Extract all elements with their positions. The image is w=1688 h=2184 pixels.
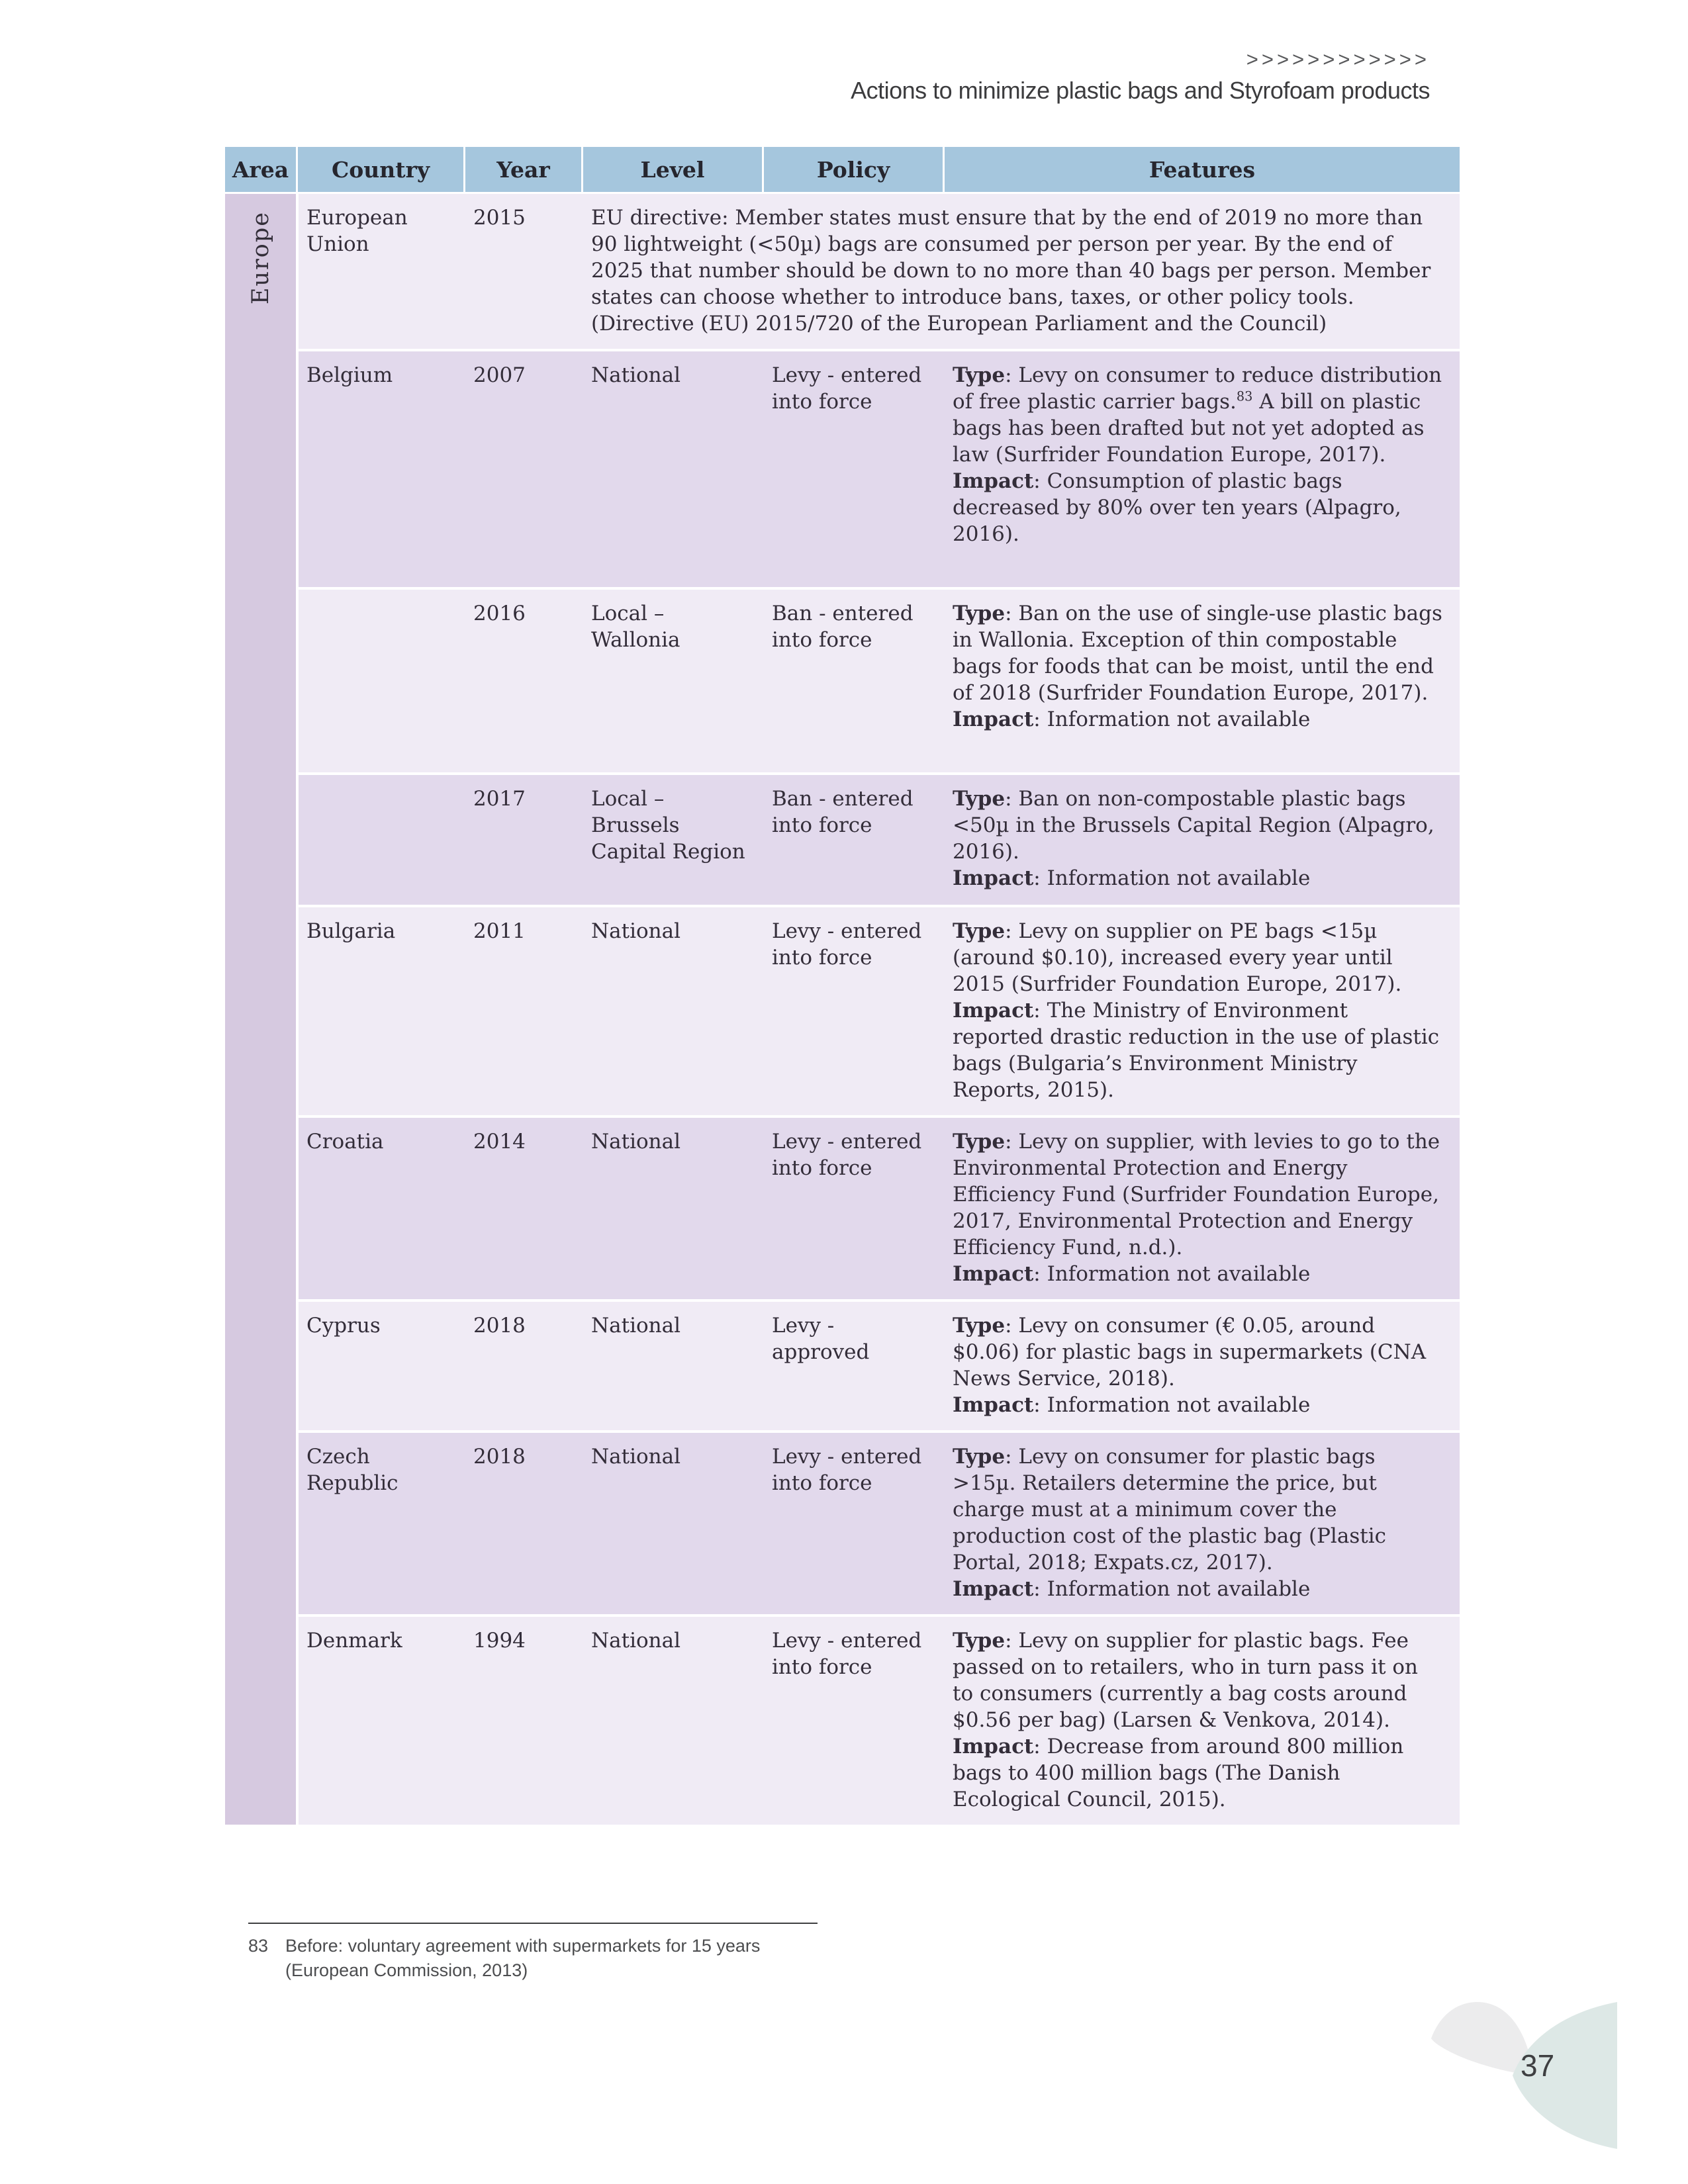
feature-text: : Decrease from around 800 million bags to 400 million bags (The Danish Ecological Council, 2015). [953,1735,1404,1811]
header-country: Country [298,147,463,192]
corner-leaf-decoration [1410,1985,1688,2184]
feature-text: : Ban on non-compostable plastic bags <50µ in the Brussels Capital Region (Alpagro, 2016). [953,787,1434,864]
level-cell: National [591,1445,681,1469]
table-row [299,907,1460,1115]
policy-cell: Ban - entered into force [772,787,914,837]
year-cell: 2018 [473,1314,526,1338]
table-body [225,194,1460,1825]
footnote-number: 83 [248,1936,269,1956]
page-number: 37 [1521,2048,1555,2083]
footnote-reference: 83 [1236,388,1253,404]
level-cell: Local – Wallonia [591,602,680,652]
feature-segment [953,865,1442,891]
table-row [299,351,1460,587]
policy-cell: Levy - approved [772,1314,870,1364]
features-cell [945,362,1460,575]
features-cell [945,1128,1460,1287]
feature-segment [953,1443,1442,1576]
country-cell: Bulgaria [306,919,396,943]
feature-label: Impact [953,1262,1034,1286]
feature-label: Type [953,1130,1006,1154]
feature-text: : Information not available [1033,1393,1311,1417]
policy-cell: Levy - entered into force [772,1445,922,1495]
feature-label: Type [953,787,1006,811]
feature-label: Type [953,1314,1006,1338]
feature-text: A bill on plastic bags has been drafted but not yet adopted as law (Surfrider Foundation Europe, 2017). [953,390,1425,467]
feature-text: : Levy on supplier for plastic bags. Fee passed on to retailers, who in turn pass it on to consumers (currently a bag costs around $0.56 per bag) (Larsen & Venkova, 2014). [953,1629,1419,1732]
footnote-text: Before: voluntary agreement with supermarkets for 15 years (European Commission, 2013) [285,1936,761,1980]
feature-label: Type [953,1445,1006,1469]
feature-label: Impact [953,1393,1034,1417]
features-cell [945,786,1460,893]
table-row [299,775,1460,905]
feature-segment [953,468,1442,547]
level-cell: National [591,363,681,387]
header-area: Area [225,147,296,192]
country-cell [299,786,465,893]
area-group-cell [225,194,296,1825]
feature-label: Impact [953,469,1034,493]
feature-segment [953,706,1442,733]
feature-label: Type [953,363,1006,387]
feature-text: : Information not available [1033,866,1311,890]
country-cell: Czech Republic [306,1445,399,1495]
feature-segment [953,1392,1442,1418]
page-title: Actions to minimize plastic bags and Styrofoam products [851,77,1430,104]
level-cell: National [591,1130,681,1154]
header-year: Year [465,147,581,192]
feature-label: Type [953,1629,1006,1653]
header-policy: Policy [764,147,943,192]
feature-label: Impact [953,707,1034,731]
table-row [299,1302,1460,1430]
country-cell: Cyprus [306,1314,381,1338]
page-header [851,48,1430,105]
feature-segment [953,997,1442,1103]
country-cell: European Union [306,206,408,256]
country-cell: Croatia [306,1130,384,1154]
year-cell: 2011 [473,919,526,943]
policy-cell: Levy - entered into force [772,1130,922,1180]
table-row [299,1118,1460,1299]
features-cell [945,918,1460,1103]
feature-label: Type [953,602,1006,625]
feature-segment [953,1128,1442,1261]
header-level: Level [583,147,762,192]
feature-segment [953,1261,1442,1287]
feature-label: Impact [953,1577,1034,1601]
feature-segment [953,1733,1442,1813]
table-row [299,590,1460,772]
features-cell [945,1627,1460,1813]
features-cell [945,1312,1460,1418]
merged-directive-cell: EU directive: Member states must ensure that by the end of 2019 no more than 90 lightweight (<50µ) bags are consumed per person per year. By the end of 2025 that number should be down to no more than 40 bags per person. Member states can choose whether to introduce bans, taxes, or other policy tools. (Directive (EU) 2015/720 of the European Parliament and the Council) [591,206,1431,336]
feature-label: Impact [953,999,1034,1023]
feature-segment [953,1312,1442,1392]
features-cell [945,1443,1460,1602]
feature-text: : Information not available [1033,707,1311,731]
footnote-divider [248,1923,818,1924]
policy-cell: Levy - entered into force [772,1629,922,1679]
feature-text: : Levy on consumer to reduce distribution of free plastic carrier bags. [953,363,1442,414]
feature-segment [953,1576,1442,1602]
chevrons-decoration: >>>>>>>>>>>> [1246,48,1430,71]
table-rows [299,194,1460,1825]
table-row [299,194,1460,349]
country-cell: Belgium [306,363,393,387]
feature-text: : Information not available [1033,1262,1311,1286]
feature-label: Impact [953,866,1034,890]
country-cell: Denmark [306,1629,402,1653]
table-row [299,1433,1460,1614]
year-cell: 2007 [473,363,526,387]
year-cell: 2015 [473,206,526,230]
year-cell: 2016 [473,602,526,625]
level-cell: National [591,919,681,943]
footnote [248,1934,844,1983]
area-group-label: Europe [247,211,274,305]
level-cell: National [591,1629,681,1653]
feature-segment [953,600,1442,706]
feature-segment [953,918,1442,997]
year-cell: 2018 [473,1445,526,1469]
feature-segment [953,362,1442,468]
feature-label: Impact [953,1735,1034,1758]
year-cell: 1994 [473,1629,526,1653]
feature-text: : Levy on supplier on PE bags <15µ (around $0.10), increased every year until 2015 (Surfrider Foundation Europe, 2017). [953,919,1402,996]
year-cell: 2014 [473,1130,526,1154]
feature-label: Type [953,919,1006,943]
year-cell: 2017 [473,787,526,811]
level-cell: National [591,1314,681,1338]
country-cell [299,600,465,760]
feature-text: : Levy on supplier, with levies to go to the Environmental Protection and Energy Efficiency Fund (Surfrider Foundation Europe, 2017, Environmental Protection and Energy Efficiency Fund, n.d.). [953,1130,1440,1259]
policy-table [225,147,1460,1825]
table-row [299,1617,1460,1825]
feature-text: : Information not available [1033,1577,1311,1601]
feature-text: : The Ministry of Environment reported drastic reduction in the use of plastic bags (Bulgaria’s Environment Ministry Reports, 2015). [953,999,1440,1102]
features-cell [945,600,1460,760]
feature-text: : Levy on consumer for plastic bags >15µ. Retailers determine the price, but charge must at a minimum cover the production cost of the plastic bag (Plastic Portal, 2018; Expats.cz, 2017). [953,1445,1386,1574]
policy-cell: Ban - entered into force [772,602,914,652]
policy-cell: Levy - entered into force [772,363,922,414]
table-header-row [225,147,1460,192]
feature-segment [953,786,1442,865]
feature-text: : Levy on consumer (€ 0.05, around $0.06) for plastic bags in supermarkets (CNA News Service, 2018). [953,1314,1427,1390]
feature-text: : Consumption of plastic bags decreased by 80% over ten years (Alpagro, 2016). [953,469,1401,546]
policy-cell: Levy - entered into force [772,919,922,970]
level-cell: Local – Brussels Capital Region [591,787,745,864]
feature-text: : Ban on the use of single-use plastic bags in Wallonia. Exception of thin compostable bags for foods that can be moist, until the end of 2018 (Surfrider Foundation Europe, 2017). [953,602,1442,705]
header-features: Features [945,147,1460,192]
feature-segment [953,1627,1442,1733]
